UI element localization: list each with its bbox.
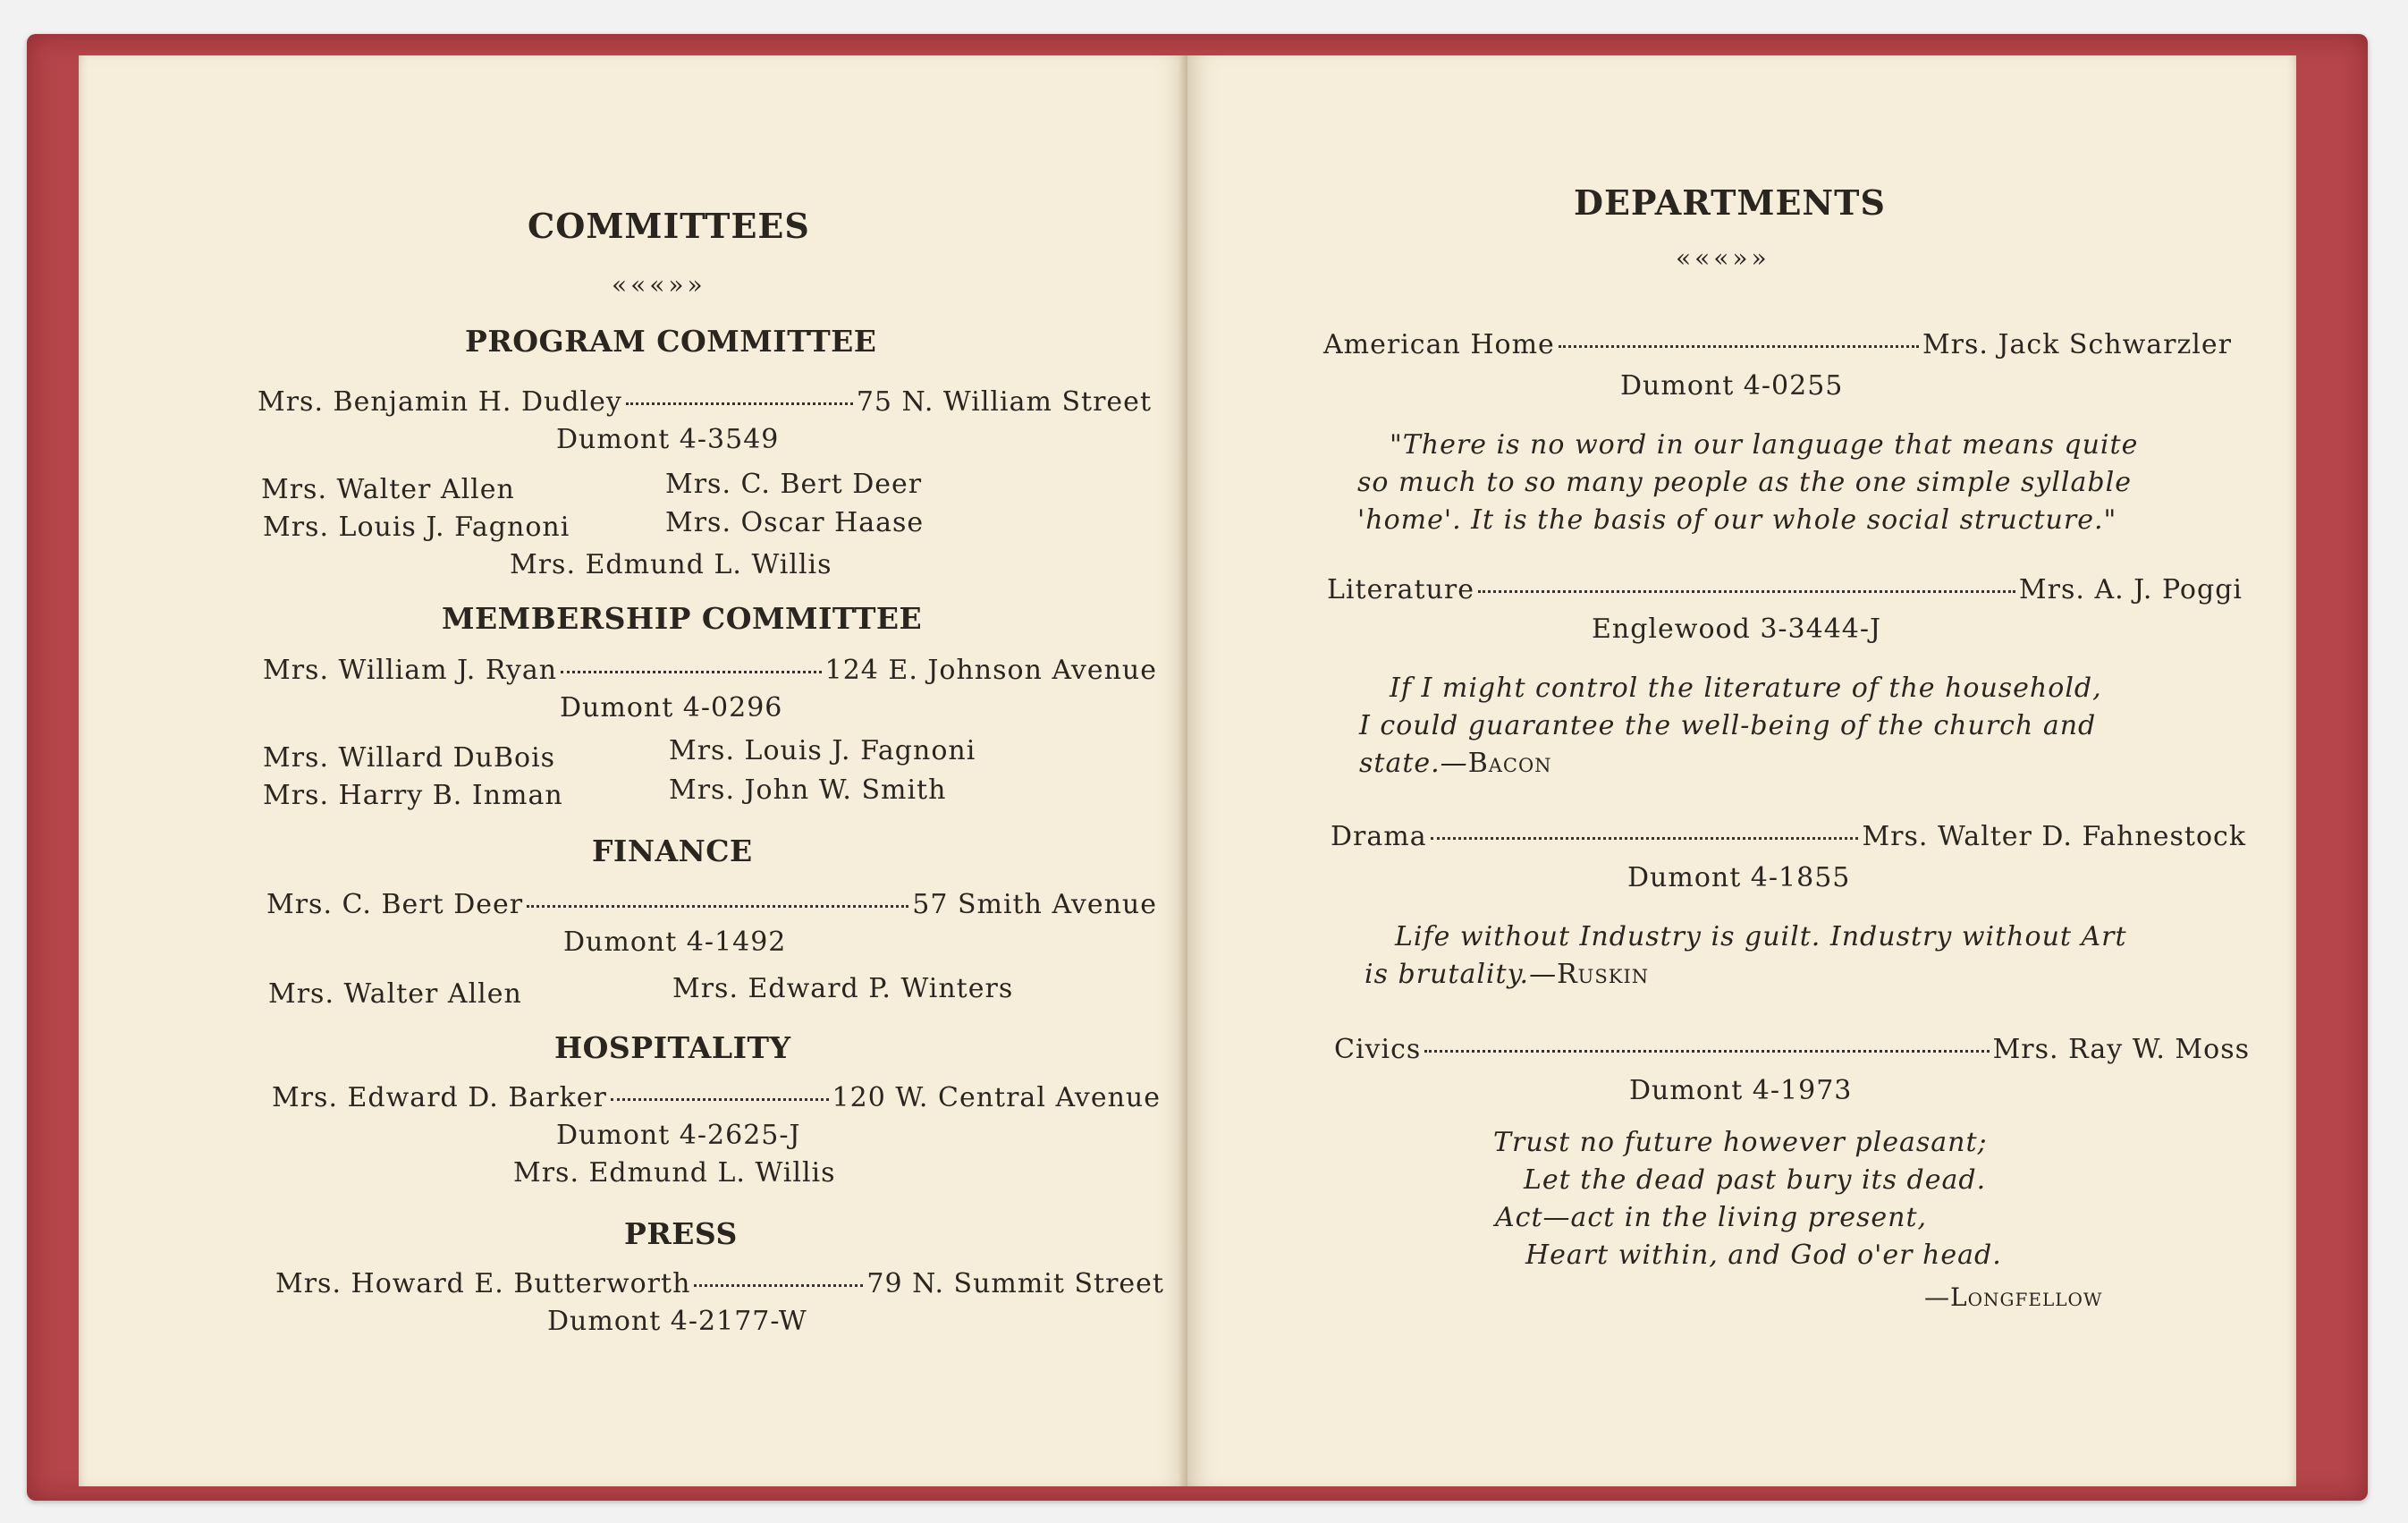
program-heading: PROGRAM COMMITTEE xyxy=(465,324,877,359)
civics-line xyxy=(1334,1034,2250,1065)
chair-name: Mrs. C. Bert Deer xyxy=(266,889,524,920)
chair-phone: Dumont 4-3549 xyxy=(556,424,780,455)
quote-line: Life without Industry is guilt. Industry without Art xyxy=(1395,921,2127,952)
department-phone: Dumont 4-0255 xyxy=(1620,370,1844,402)
department-label: American Home xyxy=(1323,329,1555,360)
leader-dots xyxy=(527,905,908,908)
chair-phone: Dumont 4-2177-W xyxy=(547,1306,807,1337)
chair-address: 120 W. Central Avenue xyxy=(832,1082,1161,1113)
leader-dots xyxy=(561,671,822,673)
quote-author: Ruskin xyxy=(1557,959,1650,990)
american-home-line xyxy=(1323,329,2232,360)
department-label: Drama xyxy=(1331,821,1427,852)
leader-dots xyxy=(611,1098,829,1101)
department-chair: Mrs. Walter D. Fahnestock xyxy=(1862,821,2246,852)
quote-author: Bacon xyxy=(1467,748,1552,779)
department-phone: Dumont 4-1973 xyxy=(1629,1075,1853,1106)
ornament: «««»» xyxy=(1676,243,1770,273)
finance-chair-line xyxy=(266,889,1157,920)
member-name: Mrs. Harry B. Inman xyxy=(263,780,563,811)
quote-line: If I might control the literature of the household, xyxy=(1390,673,2102,704)
ornament: «««»» xyxy=(612,270,706,300)
department-label: Literature xyxy=(1327,574,1475,605)
hospitality-heading: HOSPITALITY xyxy=(554,1030,791,1065)
member-name: Mrs. Edmund L. Willis xyxy=(510,549,832,580)
chair-phone: Dumont 4-1492 xyxy=(563,926,787,958)
member-name: Mrs. Edmund L. Willis xyxy=(513,1157,836,1189)
chair-phone: Dumont 4-0296 xyxy=(560,692,783,723)
department-chair: Mrs. Jack Schwarzler xyxy=(1922,329,2232,360)
department-phone: Dumont 4-1855 xyxy=(1627,862,1851,893)
drama-line xyxy=(1331,821,2246,852)
literature-line xyxy=(1327,574,2243,605)
leader-dots xyxy=(1424,1050,1989,1053)
quote-line: is brutality.—Ruskin xyxy=(1365,959,1650,990)
quote-line: 'home'. It is the basis of our whole social structure." xyxy=(1357,504,2117,536)
press-chair-line xyxy=(275,1268,1164,1299)
quote-line: I could guarantee the well-being of the church and xyxy=(1359,710,2097,741)
quote-line: "There is no word in our language that means quite xyxy=(1390,429,2139,461)
department-label: Civics xyxy=(1334,1034,1422,1065)
department-phone: Englewood 3-3444-J xyxy=(1592,613,1882,645)
quote-line: Act—act in the living present, xyxy=(1495,1202,1928,1233)
chair-address: 75 N. William Street xyxy=(856,386,1152,418)
membership-heading: MEMBERSHIP COMMITTEE xyxy=(442,601,923,636)
leader-dots xyxy=(694,1284,863,1287)
leader-dots xyxy=(1478,590,2015,593)
chair-name: Mrs. Edward D. Barker xyxy=(272,1082,607,1113)
member-name: Mrs. Walter Allen xyxy=(268,978,522,1010)
quote-author: —Longfellow xyxy=(1924,1282,2103,1312)
hospitality-chair-line xyxy=(272,1082,1161,1113)
finance-heading: FINANCE xyxy=(592,833,753,868)
quote-line: so much to so many people as the one simple syllable xyxy=(1357,467,2132,498)
quote-line: state.—Bacon xyxy=(1359,748,1552,779)
page-title: COMMITTEES xyxy=(528,206,810,246)
department-chair: Mrs. A. J. Poggi xyxy=(2018,574,2243,605)
member-name: Mrs. Oscar Haase xyxy=(665,507,925,538)
quote-line: Let the dead past bury its dead. xyxy=(1524,1164,1987,1196)
member-name: Mrs. C. Bert Deer xyxy=(665,469,923,500)
member-name: Mrs. Walter Allen xyxy=(261,474,515,505)
right-page xyxy=(1187,55,2296,1486)
program-chair-line xyxy=(258,386,1152,418)
member-name: Mrs. Louis J. Fagnoni xyxy=(669,735,976,766)
quote-line: Trust no future however pleasant; xyxy=(1493,1127,1988,1158)
department-chair: Mrs. Ray W. Moss xyxy=(1992,1034,2250,1065)
chair-phone: Dumont 4-2625-J xyxy=(556,1120,801,1151)
membership-chair-line xyxy=(263,655,1157,686)
member-name: Mrs. John W. Smith xyxy=(669,774,947,806)
member-name: Mrs. Louis J. Fagnoni xyxy=(263,512,570,543)
chair-name: Mrs. Benjamin H. Dudley xyxy=(258,386,622,418)
leader-dots xyxy=(1431,837,1859,840)
page-title: DEPARTMENTS xyxy=(1574,182,1886,223)
leader-dots xyxy=(1559,345,1919,348)
left-page xyxy=(79,55,1187,1486)
chair-address: 79 N. Summit Street xyxy=(866,1268,1164,1299)
member-name: Mrs. Edward P. Winters xyxy=(672,973,1014,1004)
chair-address: 57 Smith Avenue xyxy=(912,889,1157,920)
quote-line: Heart within, and God o'er head. xyxy=(1525,1240,2002,1271)
chair-name: Mrs. William J. Ryan xyxy=(263,655,558,686)
member-name: Mrs. Willard DuBois xyxy=(263,742,556,774)
press-heading: PRESS xyxy=(624,1216,738,1251)
leader-dots xyxy=(626,402,853,405)
chair-name: Mrs. Howard E. Butterworth xyxy=(275,1268,691,1299)
chair-address: 124 E. Johnson Avenue xyxy=(824,655,1157,686)
